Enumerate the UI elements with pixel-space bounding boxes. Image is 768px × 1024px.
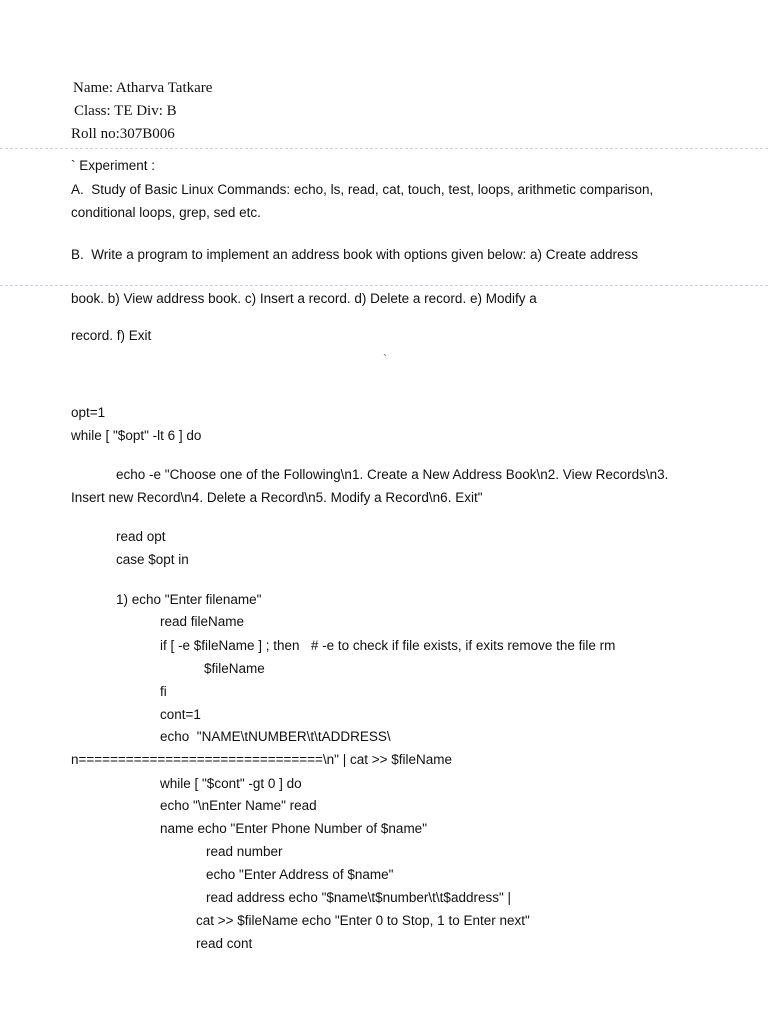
code-line-15: while [ "$cont" -gt 0 ] do xyxy=(160,776,302,791)
stray-mark: ` xyxy=(383,352,387,366)
experiment-heading: ` Experiment : xyxy=(71,158,156,173)
page-divider-top xyxy=(0,148,768,149)
code-line-21: cat >> $fileName echo "Enter 0 to Stop, 1 to Enter next" xyxy=(196,913,530,928)
experiment-part-b-line-2: book. b) View address book. c) Insert a record. d) Delete a record. e) Modify a xyxy=(71,291,537,306)
code-line-11: fi xyxy=(160,684,167,699)
code-line-17: name echo "Enter Phone Number of $name" xyxy=(160,821,427,836)
code-line-9: if [ -e $fileName ] ; then # -e to check if file exists, if exits remove the file rm xyxy=(160,638,616,653)
experiment-part-a-line-1: A. Study of Basic Linux Commands: echo, ls, read, cat, touch, test, loops, arithmetic comparison, xyxy=(71,182,654,197)
code-line-19: echo "Enter Address of $name" xyxy=(206,867,394,882)
student-roll: Roll no:307B006 xyxy=(71,126,175,142)
code-line-8: read fileName xyxy=(160,614,245,629)
experiment-part-b-line-3: record. f) Exit xyxy=(71,328,152,343)
code-line-22: read cont xyxy=(196,936,253,951)
code-line-12: cont=1 xyxy=(160,707,201,722)
code-line-1: opt=1 xyxy=(71,405,106,420)
experiment-part-a-line-2: conditional loops, grep, sed etc. xyxy=(71,205,261,220)
code-line-6: case $opt in xyxy=(116,552,189,567)
page-divider-middle xyxy=(0,285,768,286)
code-line-10: $fileName xyxy=(204,661,265,676)
code-line-14: n===============================\n" | cat >> $fileName xyxy=(71,752,453,767)
experiment-part-b-line-1: B. Write a program to implement an address book with options given below: a) Create address xyxy=(71,247,639,262)
code-line-3: echo -e "Choose one of the Following\n1. Create a New Address Book\n2. View Records\n3. xyxy=(116,467,669,482)
code-line-5: read opt xyxy=(116,529,166,544)
code-line-7: 1) echo "Enter filename" xyxy=(116,592,262,607)
code-line-4: Insert new Record\n4. Delete a Record\n5. Modify a Record\n6. Exit" xyxy=(71,490,483,505)
code-line-18: read number xyxy=(206,844,283,859)
code-line-16: echo "\nEnter Name" read xyxy=(160,798,317,813)
code-line-2: while [ "$opt" -lt 6 ] do xyxy=(71,428,202,443)
code-line-20: read address echo "$name\t$number\t\t$address" | xyxy=(206,890,512,905)
student-name: Name: Atharva Tatkare xyxy=(73,80,213,96)
student-class: Class: TE Div: B xyxy=(74,103,177,119)
code-line-13: echo "NAME\tNUMBER\t\tADDRESS\ xyxy=(160,729,391,744)
